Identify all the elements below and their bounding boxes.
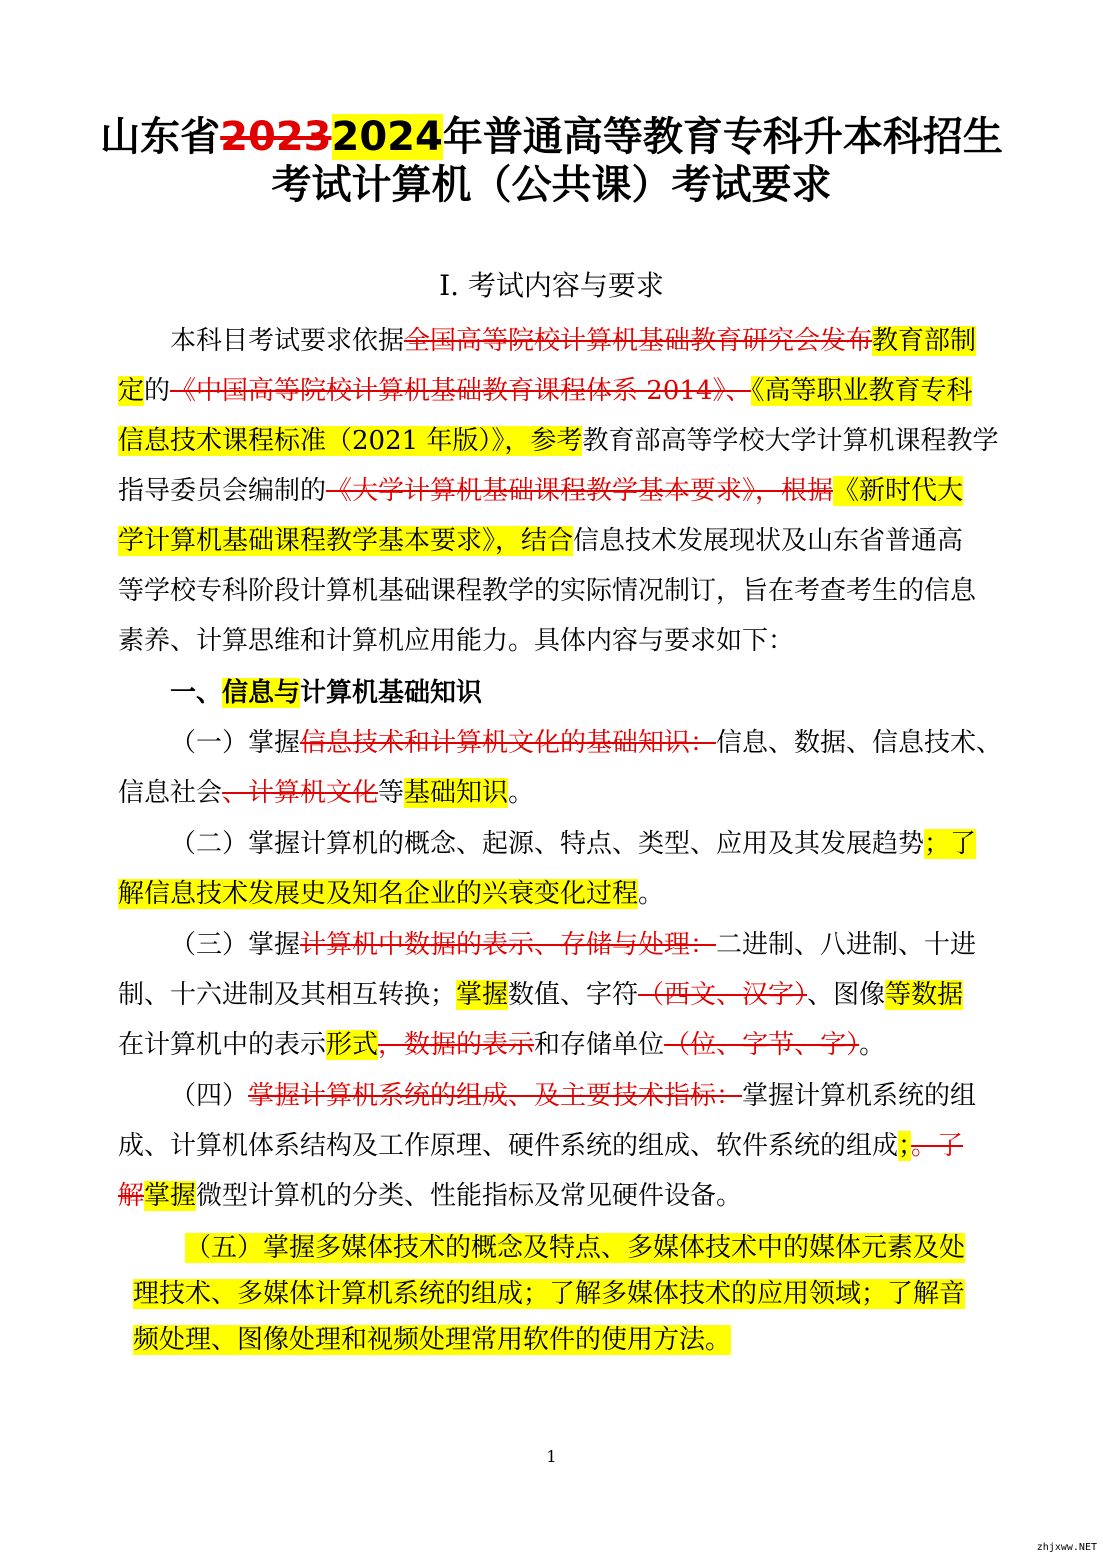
intro-line-1: 本科目考试要求依据全国高等院校计算机基础教育研究会发布教育部制: [170, 326, 977, 356]
item-3-line-3: 在计算机中的表示形式，数据的表示和存储单位（位、字节、字）。: [118, 1030, 886, 1060]
item-3-line-1: （三）掌握计算机中数据的表示、存储与处理：二进制、八进制、十进: [170, 930, 977, 960]
item-1-line-1: （一）掌握信息技术和计算机文化的基础知识：信息、数据、信息技术、: [170, 728, 1003, 758]
item-1-line-2: 信息社会、计算机文化等基础知识。: [118, 778, 535, 808]
item-5-line-1: （五）掌握多媒体技术的概念及特点、多媒体技术中的媒体元素及处: [185, 1233, 966, 1263]
intro-line-3: 信息技术课程标准（2021 年版）》，参考教育部高等学校大学计算机课程教学: [118, 426, 999, 456]
item-4-line-3: 解掌握微型计算机的分类、性能指标及常见硬件设备。: [118, 1181, 743, 1211]
intro-line-4: 指导委员会编制的《大学计算机基础课程教学基本要求》，根据《新时代大: [118, 476, 964, 506]
title-inserted-year: 2024: [331, 114, 443, 160]
document-title-line-2: 考试计算机（公共课）考试要求: [271, 162, 832, 208]
watermark: zhjxww.NET: [1036, 1542, 1097, 1553]
item-5-line-3: 频处理、图像处理和视频处理常用软件的使用方法。: [133, 1325, 732, 1355]
item-4-line-2: 成、计算机体系结构及工作原理、硬件系统的组成、软件系统的组成；。了: [118, 1131, 964, 1161]
item-5-line-2: 理技术、多媒体计算机系统的组成；了解多媒体技术的应用领域；了解音: [133, 1279, 966, 1309]
intro-line-7: 素养、计算思维和计算机应用能力。具体内容与要求如下：: [118, 626, 795, 656]
heading-section-1: 一、信息与计算机基础知识: [170, 678, 483, 708]
page-number: 1: [546, 1447, 557, 1466]
item-2-line-1: （二）掌握计算机的概念、起源、特点、类型、应用及其发展趋势；了: [170, 829, 977, 859]
item-4-line-1: （四）掌握计算机系统的组成、及主要技术指标：掌握计算机系统的组: [170, 1081, 977, 1111]
intro-line-5: 学计算机基础课程教学基本要求》，结合信息技术发展现状及山东省普通高: [118, 526, 964, 556]
item-2-line-2: 解信息技术发展史及知名企业的兴衰变化过程。: [118, 879, 665, 909]
intro-line-6: 等学校专科阶段计算机基础课程教学的实际情况制订，旨在考查考生的信息: [118, 576, 977, 606]
section-heading: I. 考试内容与要求: [439, 269, 664, 302]
intro-line-2: 定的《中国高等院校计算机基础教育课程体系 2014》、《高等职业教育专科: [118, 376, 973, 406]
title-deleted-year: 2023: [220, 114, 332, 160]
document-title-line-1: 山东省20232024年普通高等教育专科升本科招生: [100, 114, 1003, 160]
item-3-line-2: 制、十六进制及其相互转换；掌握数值、字符（西文、汉字）、图像等数据: [118, 980, 964, 1010]
